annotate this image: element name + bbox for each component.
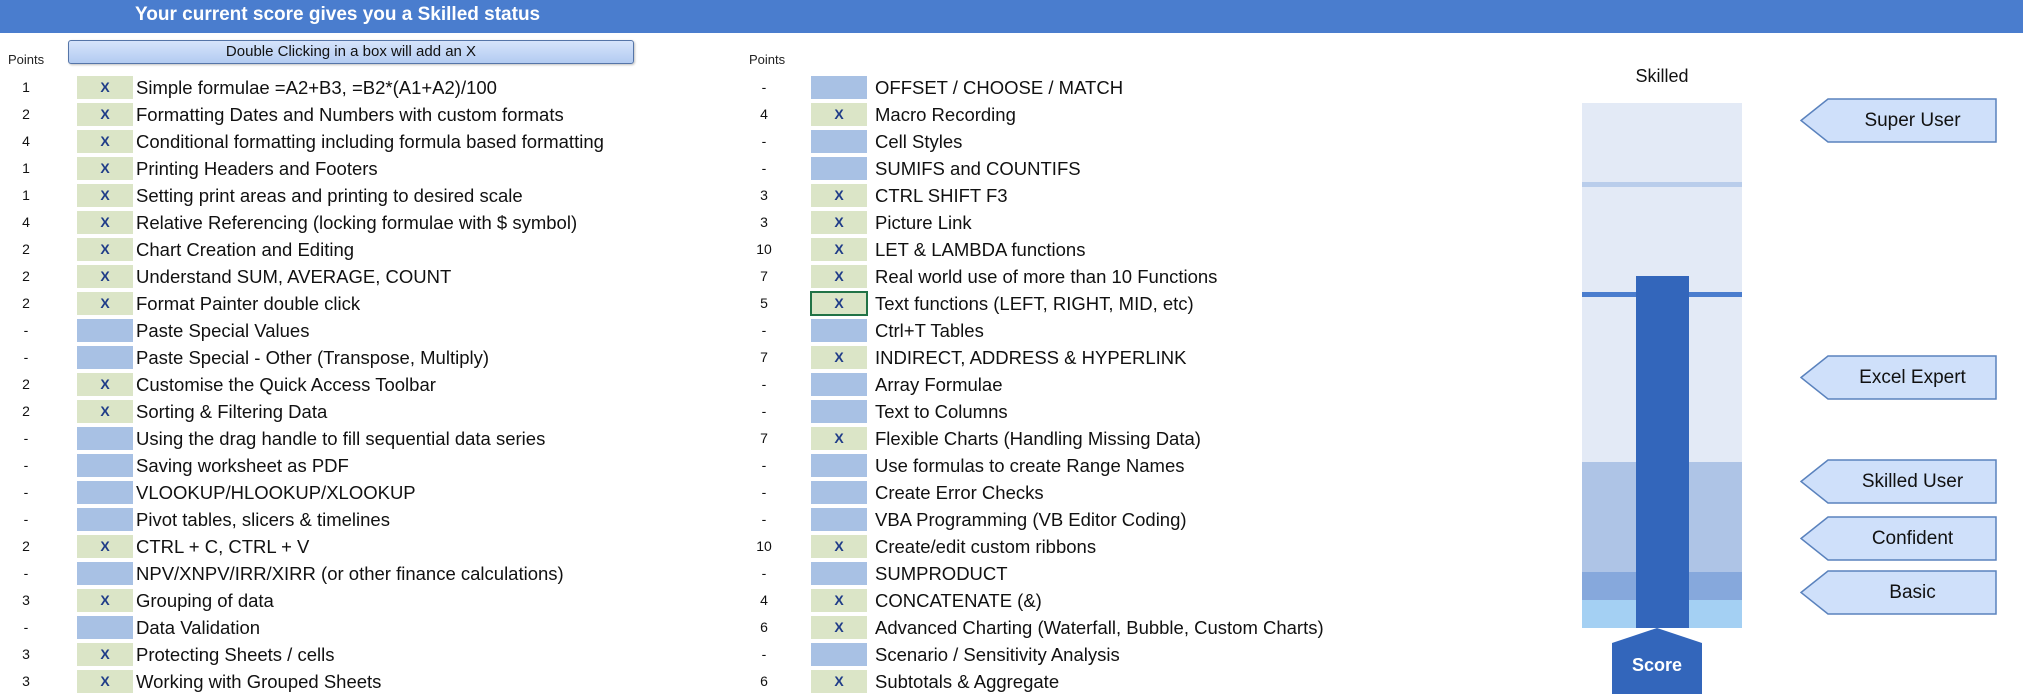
super-user-button[interactable] [1800, 98, 1997, 143]
skill-points: 7 [760, 430, 768, 446]
skill-row [740, 182, 1440, 209]
skill-checkbox[interactable]: X [77, 157, 133, 180]
skill-row [740, 533, 1440, 560]
skill-label: Setting print areas and printing to desired scale [136, 185, 523, 206]
skill-points: 2 [22, 268, 30, 284]
skill-label: Chart Creation and Editing [136, 239, 355, 260]
skill-label: Paste Special - Other (Transpose, Multiply) [136, 347, 489, 368]
skill-checkbox[interactable] [811, 373, 867, 396]
skill-checkbox[interactable] [811, 76, 867, 99]
skill-row [0, 236, 700, 263]
skill-checkbox[interactable] [77, 346, 133, 369]
skill-points: - [761, 79, 767, 95]
skill-points: - [761, 484, 767, 500]
skilled-user-label: Skilled User [1861, 471, 1964, 492]
skill-points: 3 [760, 214, 768, 230]
skill-label: OFFSET / CHOOSE / MATCH [875, 77, 1124, 98]
skill-label: Formatting Dates and Numbers with custom formats [136, 104, 564, 125]
skill-checkbox[interactable]: X [77, 211, 133, 234]
skill-label: Relative Referencing (locking formulae with $ symbol) [136, 212, 578, 233]
skill-points: - [23, 349, 29, 365]
skill-row [0, 560, 700, 587]
skill-points: 3 [760, 187, 768, 203]
skill-checkbox[interactable]: X [77, 589, 133, 612]
skill-checkbox[interactable]: X [77, 76, 133, 99]
skill-points: 4 [760, 106, 768, 122]
skill-row [0, 425, 700, 452]
skill-label: CTRL SHIFT F3 [875, 185, 1008, 206]
skill-row [740, 209, 1440, 236]
basic-button[interactable] [1800, 570, 1997, 615]
skill-row [740, 101, 1440, 128]
skill-row [0, 668, 700, 695]
skill-label: INDIRECT, ADDRESS & HYPERLINK [875, 347, 1187, 368]
skill-checkbox[interactable]: X [77, 292, 133, 315]
status-level-label: Skilled [1635, 66, 1689, 86]
skill-row [740, 317, 1440, 344]
skill-checkbox[interactable]: X [811, 589, 867, 612]
skill-points: 4 [760, 592, 768, 608]
skill-label: Text functions (LEFT, RIGHT, MID, etc) [875, 293, 1194, 314]
skill-points: - [761, 403, 767, 419]
skill-row [740, 614, 1440, 641]
skill-label: Scenario / Sensitivity Analysis [875, 644, 1120, 665]
skill-checkbox[interactable]: X [811, 184, 867, 207]
skill-checkbox[interactable]: X [77, 184, 133, 207]
skill-row [0, 533, 700, 560]
skill-row [0, 263, 700, 290]
skill-points: - [761, 565, 767, 581]
skill-row [740, 371, 1440, 398]
skilled-user-button[interactable] [1800, 459, 1997, 504]
skill-label: Flexible Charts (Handling Missing Data) [875, 428, 1201, 449]
skill-row [0, 317, 700, 344]
skill-checkbox[interactable]: X [77, 400, 133, 423]
skill-label: Advanced Charting (Waterfall, Bubble, Custom Charts) [875, 617, 1324, 638]
skill-label: Saving worksheet as PDF [136, 455, 349, 476]
skill-points: 10 [756, 241, 772, 257]
skill-checkbox[interactable] [811, 481, 867, 504]
skill-points: - [23, 619, 29, 635]
skill-row [740, 344, 1440, 371]
skill-row [740, 290, 1440, 317]
skill-checkbox[interactable] [77, 319, 133, 342]
skill-checkbox[interactable] [77, 508, 133, 531]
skill-label: Subtotals & Aggregate [875, 671, 1060, 692]
skill-row [0, 371, 700, 398]
skill-row [740, 479, 1440, 506]
skill-label: Create/edit custom ribbons [875, 536, 1097, 557]
skill-row [0, 614, 700, 641]
skill-points: - [761, 160, 767, 176]
super-user-threshold-line [1582, 182, 1742, 187]
skill-points: 1 [22, 160, 30, 176]
skill-points: 1 [22, 187, 30, 203]
skill-checkbox[interactable] [811, 157, 867, 180]
skill-checkbox[interactable]: X [77, 103, 133, 126]
skill-label: VBA Programming (VB Editor Coding) [875, 509, 1187, 530]
skill-label: Array Formulae [875, 374, 1003, 395]
skill-row [0, 344, 700, 371]
skill-checkbox[interactable] [77, 616, 133, 639]
skill-row [0, 398, 700, 425]
skill-row [0, 209, 700, 236]
skill-checkbox[interactable]: X [811, 265, 867, 288]
skill-label: Text to Columns [875, 401, 1008, 422]
skill-label: Format Painter double click [136, 293, 361, 314]
skill-checkbox[interactable] [811, 508, 867, 531]
skill-row [740, 398, 1440, 425]
skill-row [740, 587, 1440, 614]
skill-points: 1 [22, 79, 30, 95]
skill-row [0, 641, 700, 668]
skill-row [0, 290, 700, 317]
skill-row [0, 128, 700, 155]
skill-checkbox[interactable] [77, 481, 133, 504]
score-fill-bar [1636, 276, 1689, 628]
skill-label: Ctrl+T Tables [875, 320, 984, 341]
skill-points: - [23, 430, 29, 446]
skill-checkbox[interactable] [77, 427, 133, 450]
skill-label: LET & LAMBDA functions [875, 239, 1086, 260]
skill-checkbox[interactable] [77, 562, 133, 585]
skill-row [740, 641, 1440, 668]
skill-row [0, 101, 700, 128]
skill-checkbox[interactable] [811, 454, 867, 477]
skill-checkbox[interactable]: X [77, 373, 133, 396]
skill-checkbox[interactable] [811, 643, 867, 666]
skill-checkbox[interactable]: X [77, 670, 133, 693]
skill-row [0, 587, 700, 614]
skill-points: 3 [22, 673, 30, 689]
skill-label: CONCATENATE (&) [875, 590, 1042, 611]
skill-label: Macro Recording [875, 104, 1016, 125]
skill-points: 10 [756, 538, 772, 554]
skill-points: - [23, 457, 29, 473]
skill-row [0, 506, 700, 533]
skill-label: SUMIFS and COUNTIFS [875, 158, 1081, 179]
skill-points: - [761, 133, 767, 149]
skill-row [0, 182, 700, 209]
skill-points: - [23, 565, 29, 581]
skill-points: - [761, 376, 767, 392]
skill-row [740, 74, 1440, 101]
skill-label: Pivot tables, slicers & timelines [136, 509, 390, 530]
skill-label: Working with Grouped Sheets [136, 671, 382, 692]
confident-label: Confident [1871, 528, 1954, 549]
skill-label: Conditional formatting including formula based formatting [136, 131, 604, 152]
skill-points: 2 [22, 403, 30, 419]
skill-checkbox[interactable]: X [77, 130, 133, 153]
skill-row [0, 479, 700, 506]
skill-label: Sorting & Filtering Data [136, 401, 328, 422]
double-click-hint-button[interactable]: Double Clicking in a box will add an X [68, 40, 634, 64]
skill-checkbox[interactable] [811, 130, 867, 153]
skill-row [740, 560, 1440, 587]
skill-row [740, 425, 1440, 452]
skill-checkbox[interactable]: X [77, 265, 133, 288]
skill-points: - [761, 511, 767, 527]
skill-points: - [761, 322, 767, 338]
skill-row [740, 236, 1440, 263]
skill-points: 2 [22, 295, 30, 311]
skill-label: Paste Special Values [136, 320, 310, 341]
excel-expert-button[interactable] [1800, 355, 1997, 400]
skill-points: 6 [760, 619, 768, 635]
skill-points: 3 [22, 592, 30, 608]
excel-expert-label: Excel Expert [1859, 367, 1966, 388]
skill-label: Cell Styles [875, 131, 963, 152]
skill-label: Data Validation [136, 617, 261, 638]
skill-points: 3 [22, 646, 30, 662]
skill-label: CTRL + C, CTRL + V [136, 536, 310, 557]
skill-label: Real world use of more than 10 Functions [875, 266, 1218, 287]
skill-label: Printing Headers and Footers [136, 158, 378, 179]
skill-checkbox[interactable] [811, 400, 867, 423]
skill-label: Understand SUM, AVERAGE, COUNT [136, 266, 452, 287]
skill-checkbox[interactable]: X [811, 346, 867, 369]
skill-label: Protecting Sheets / cells [136, 644, 335, 665]
skill-checkbox[interactable]: X [811, 238, 867, 261]
skill-label: Using the drag handle to fill sequential data series [136, 428, 546, 449]
skill-checkbox[interactable] [811, 562, 867, 585]
skill-points: - [23, 511, 29, 527]
skill-checkbox[interactable]: X [77, 535, 133, 558]
skill-points: 2 [22, 538, 30, 554]
skill-points: 7 [760, 268, 768, 284]
skill-points: - [761, 646, 767, 662]
skill-points: 2 [22, 106, 30, 122]
score-label: Score [1631, 655, 1683, 675]
skill-checkbox[interactable]: X [811, 535, 867, 558]
right-points-header: Points [749, 52, 786, 67]
confident-button[interactable] [1800, 516, 1997, 561]
skill-checkbox[interactable]: X [811, 292, 867, 315]
skill-points: 5 [760, 295, 768, 311]
skill-checkbox[interactable] [811, 319, 867, 342]
skill-row [740, 668, 1440, 695]
skill-row [740, 452, 1440, 479]
skill-row [0, 452, 700, 479]
skill-points: 2 [22, 376, 30, 392]
skill-checkbox[interactable]: X [811, 670, 867, 693]
skill-checkbox[interactable]: X [811, 616, 867, 639]
skill-points: 4 [22, 133, 30, 149]
skill-label: VLOOKUP/HLOOKUP/XLOOKUP [136, 482, 416, 503]
skill-row [0, 74, 700, 101]
skill-label: Use formulas to create Range Names [875, 455, 1185, 476]
skill-label: Picture Link [875, 212, 972, 233]
skill-row [740, 128, 1440, 155]
skill-checkbox[interactable]: X [811, 103, 867, 126]
skill-points: 6 [760, 673, 768, 689]
skill-checkbox[interactable]: X [811, 427, 867, 450]
skill-row [740, 506, 1440, 533]
skill-label: Customise the Quick Access Toolbar [136, 374, 436, 395]
skill-label: Grouping of data [136, 590, 274, 611]
skill-checkbox[interactable]: X [77, 643, 133, 666]
basic-label: Basic [1889, 582, 1936, 603]
status-banner [0, 0, 2023, 33]
skill-checkbox[interactable]: X [77, 238, 133, 261]
skill-points: - [761, 457, 767, 473]
super-user-label: Super User [1864, 110, 1961, 131]
skill-points: - [23, 484, 29, 500]
skill-label: SUMPRODUCT [875, 563, 1008, 584]
skill-label: Simple formulae =A2+B3, =B2*(A1+A2)/100 [136, 77, 497, 98]
skill-points: 4 [22, 214, 30, 230]
skill-points: - [23, 322, 29, 338]
skill-checkbox[interactable]: X [811, 211, 867, 234]
skill-checkbox[interactable] [77, 454, 133, 477]
status-banner-title: Your current score gives you a Skilled status [135, 4, 541, 25]
skill-label: Create Error Checks [875, 482, 1044, 503]
left-points-header: Points [8, 52, 45, 67]
skill-row [740, 263, 1440, 290]
skill-row [0, 155, 700, 182]
skill-points: 2 [22, 241, 30, 257]
skill-points: 7 [760, 349, 768, 365]
skill-label: NPV/XNPV/IRR/XIRR (or other finance calculations) [136, 563, 564, 584]
skill-row [740, 155, 1440, 182]
